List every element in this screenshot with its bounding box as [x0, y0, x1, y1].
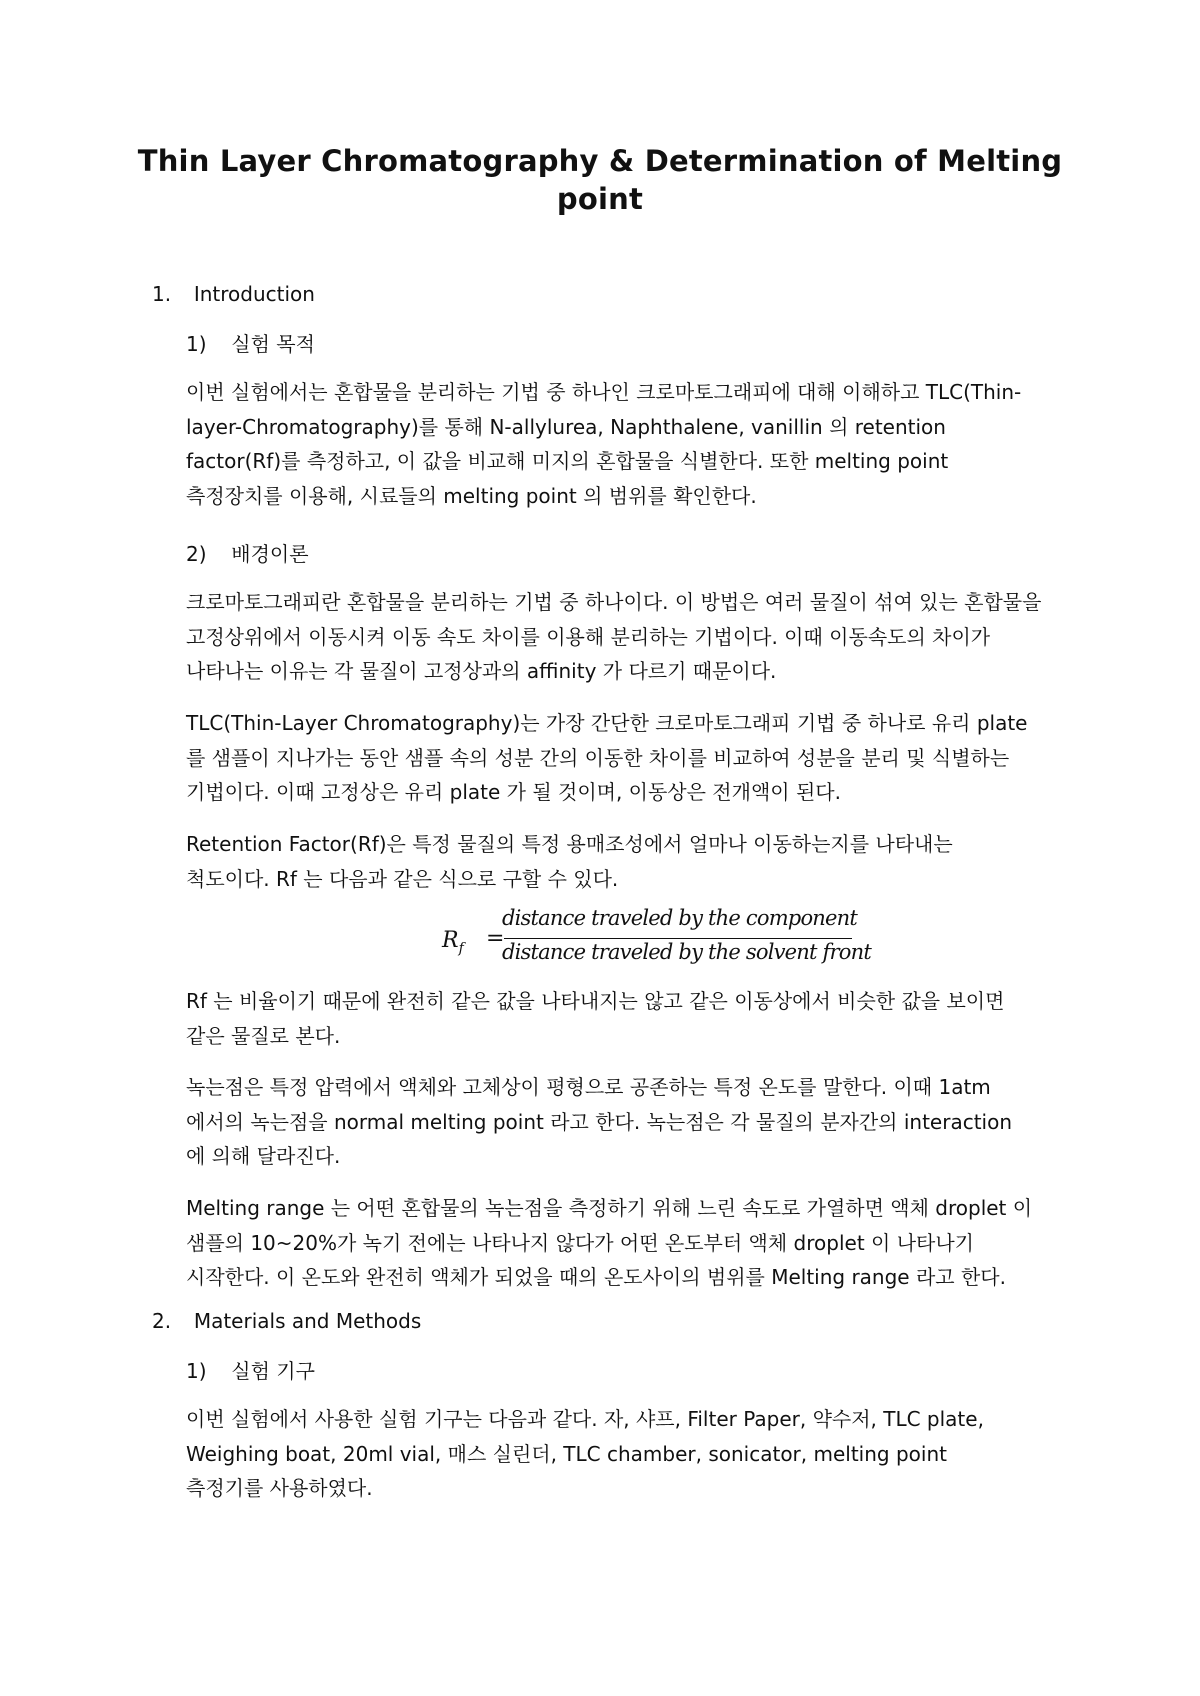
theory-paragraph-3 [186, 827, 1106, 896]
title-line-2: point [556, 182, 644, 216]
paragraph-line: layer-Chromatography)를 통해 N-allylurea, Naphthalene, vanillin 의 retention [186, 414, 946, 439]
paragraph-line: 척도이다. Rf 는 다음과 같은 식으로 구할 수 있다. [186, 866, 619, 891]
formula-subscript: f [458, 940, 464, 957]
subsection-label: 실험 목적 [231, 332, 315, 356]
section-label: Materials and Methods [193, 1309, 422, 1333]
paragraph-line: 나타나는 이유는 각 물질이 고정상과의 affinity 가 다르기 때문이다. [186, 659, 777, 683]
paragraph-line: 기법이다. 이때 고정상은 유리 plate 가 될 것이며, 이동상은 전개액이 된다. [186, 780, 841, 804]
subsection-number: 2) [186, 542, 207, 566]
formula-lhs [442, 928, 464, 956]
section-number: 2. [152, 1309, 172, 1333]
section-1-heading [152, 279, 315, 309]
formula-numerator: distance traveled by the component [502, 906, 858, 930]
paragraph-line: Retention Factor(Rf)은 특정 물질의 특정 용매조성에서 얼마나 이동하는지를 나타내는 [186, 832, 953, 856]
paragraph-line: Rf 는 비율이기 때문에 완전히 같은 값을 나타내지는 않고 같은 이동상에서 비슷한 값을 보이면 [186, 989, 1005, 1013]
formula-symbol: R [442, 928, 459, 953]
purpose-paragraph [186, 375, 1106, 513]
paragraph-line: 이번 실험에서는 혼합물을 분리하는 기법 중 하나인 크로마토그래피에 대해 이해하고 TLC(Thin- [186, 380, 1022, 404]
formula-equals: = [486, 926, 505, 951]
paragraph-line: 를 샘플이 지나가는 동안 샘플 속의 성분 간의 이동한 차이를 비교하여 성분을 분리 및 식별하는 [186, 745, 1010, 770]
theory-paragraph-4 [186, 984, 1106, 1053]
paragraph-line: 시작한다. 이 온도와 완전히 액체가 되었을 때의 온도사이의 범위를 Melting range 라고 한다. [186, 1265, 1006, 1289]
section-2-heading [152, 1306, 421, 1336]
apparatus-paragraph [186, 1402, 1106, 1506]
theory-paragraph-2 [186, 706, 1106, 810]
subsection-number: 1) [186, 1359, 207, 1383]
subsection-label: 배경이론 [231, 542, 309, 566]
subsection-purpose-heading [186, 329, 315, 359]
theory-paragraph-6 [186, 1191, 1106, 1295]
paragraph-line: 측정기를 사용하였다. [186, 1476, 373, 1500]
paragraph-line: Weighing boat, 20ml vial, 매스 실린더, TLC chamber, sonicator, melting point [186, 1441, 947, 1466]
subsection-number: 1) [186, 332, 207, 356]
paragraph-line: 샘플의 10~20%가 녹기 전에는 나타나지 않다가 어떤 온도부터 액체 droplet 이 나타나기 [186, 1230, 974, 1255]
formula-denominator: distance traveled by the solvent front [502, 940, 871, 964]
paragraph-line: 고정상위에서 이동시켜 이동 속도 차이를 이용해 분리하는 기법이다. 이때 이동속도의 차이가 [186, 624, 991, 649]
theory-paragraph-1 [186, 585, 1106, 689]
paragraph-line: 에 의해 달라진다. [186, 1144, 341, 1168]
subsection-apparatus-heading [186, 1356, 315, 1386]
paragraph-line: 측정장치를 이용해, 시료들의 melting point 의 범위를 확인한다. [186, 483, 757, 508]
paragraph-line: 녹는점은 특정 압력에서 액체와 고체상이 평형으로 공존하는 특정 온도를 말한다. 이때 1atm [186, 1075, 991, 1099]
paragraph-line: 이번 실험에서 사용한 실험 기구는 다음과 같다. 자, 샤프, Filter Paper, 약수저, TLC plate, [186, 1407, 984, 1431]
paragraph-line: 같은 물질로 본다. [186, 1023, 341, 1048]
paragraph-line: Melting range 는 어떤 혼합물의 녹는점을 측정하기 위해 느린 속도로 가열하면 액체 droplet 이 [186, 1196, 1033, 1220]
paragraph-line: factor(Rf)를 측정하고, 이 값을 비교해 미지의 혼합물을 식별한다. 또한 melting point [186, 449, 949, 473]
paragraph-line: 크로마토그래피란 혼합물을 분리하는 기법 중 하나이다. 이 방법은 여러 물질이 섞여 있는 혼합물을 [186, 590, 1042, 614]
fraction-bar [504, 938, 852, 939]
document-title [110, 142, 1090, 218]
rf-formula [438, 906, 871, 976]
subsection-theory-heading [186, 539, 309, 569]
section-label: Introduction [193, 282, 315, 306]
subsection-label: 실험 기구 [231, 1359, 315, 1383]
paragraph-line: TLC(Thin-Layer Chromatography)는 가장 간단한 크로마토그래피 기법 중 하나로 유리 plate [186, 711, 1028, 735]
theory-paragraph-5 [186, 1070, 1106, 1174]
title-line-1: Thin Layer Chromatography & Determination of Melting [137, 144, 1063, 178]
paragraph-line: 에서의 녹는점을 normal melting point 라고 한다. 녹는점은 각 물질의 분자간의 interaction [186, 1109, 1013, 1134]
section-number: 1. [152, 282, 172, 306]
